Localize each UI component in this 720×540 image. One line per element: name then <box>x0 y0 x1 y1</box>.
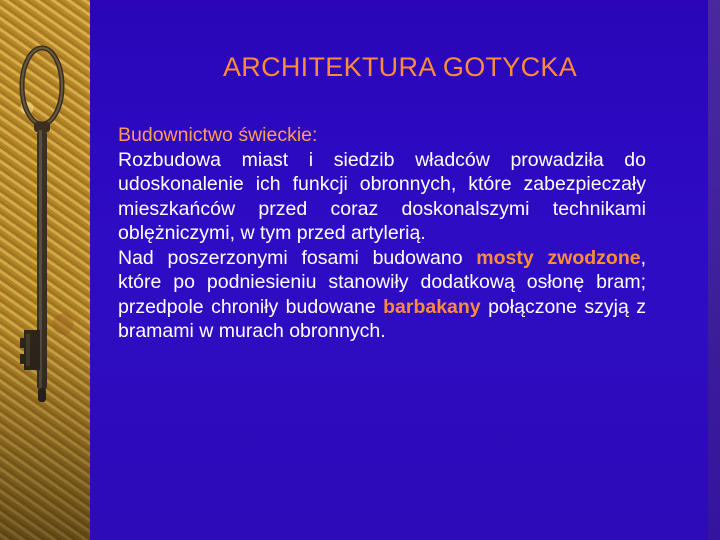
slide-body <box>118 123 646 344</box>
paragraph-2-part-1: Nad poszerzonymi fosami budowano <box>118 246 477 269</box>
right-edge-strip <box>708 0 720 540</box>
paragraph-2 <box>118 246 646 344</box>
left-strip-shade <box>0 0 90 540</box>
paragraph-2-part-3: połączone szyją z bramami w murach obronnych. <box>118 295 646 342</box>
paragraph-1: Rozbudowa miast i siedzib władców prowadziła do udoskonalenie ich funkcji obronnych, które zabezpieczały mieszkańców przed coraz doskonalszymi technikami oblężniczymi, w tym przed artylerią. <box>118 148 646 244</box>
paragraph-2-part-2: , które po podniesieniu stanowiły dodatkową osłonę bram; przedpole chroniły budowane <box>118 246 646 318</box>
highlight-mosty-zwodzone: mosty zwodzone <box>476 246 641 269</box>
subheading: Budownictwo świeckie: <box>118 124 318 146</box>
slide-title: ARCHITEKTURA GOTYCKA <box>222 52 578 82</box>
highlight-barbakany: barbakany <box>383 295 481 318</box>
